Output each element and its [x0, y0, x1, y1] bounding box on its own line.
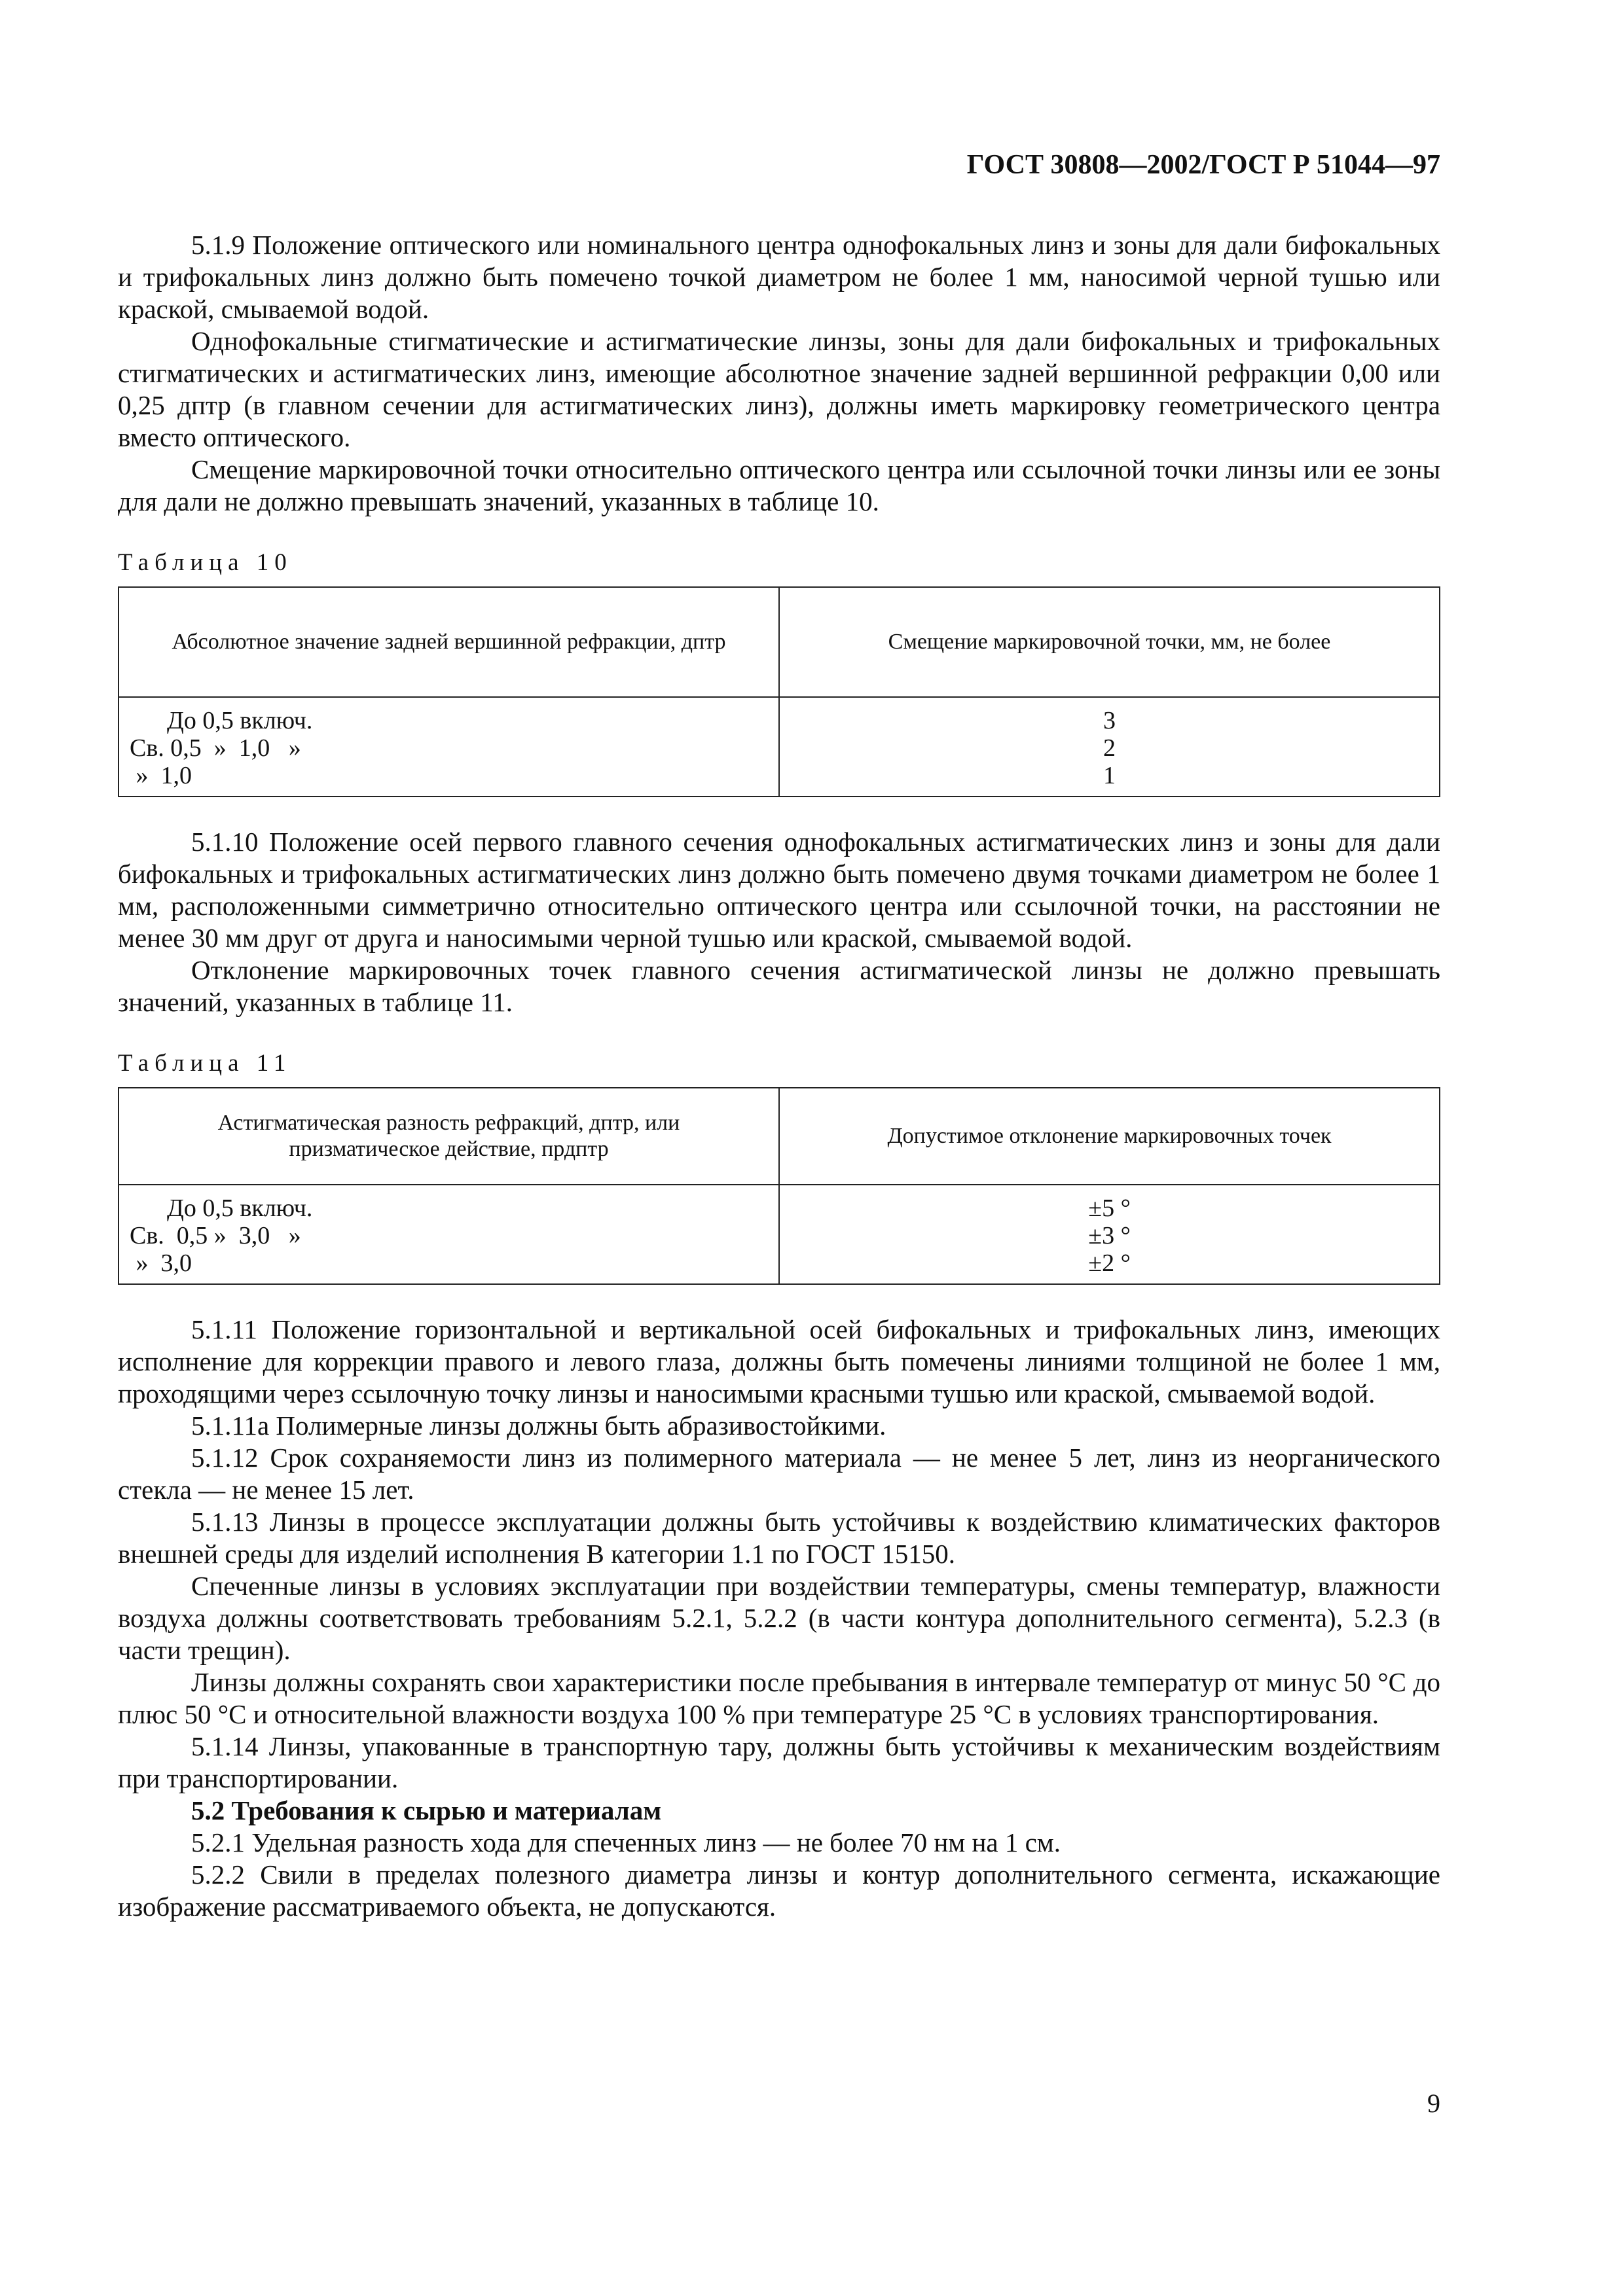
table-row [119, 697, 1440, 797]
document-body [118, 229, 1440, 1923]
paragraph-5-1-9: 5.1.9 Положение оптического или номинального центра однофокальных линз и зоны для дали бифокальных и трифокальных линз должно быть помечено точкой диаметром не более 1 мм, наносимой черной тушью или краской, смываемой водой. [118, 230, 1440, 324]
table-cell-line: До 0,5 включ. [130, 1194, 313, 1222]
paragraph-5-2-1: 5.2.1 Удельная разность хода для спеченных линз — не более 70 нм на 1 см. [191, 1827, 1061, 1857]
table-cell [779, 697, 1440, 797]
paragraph-5-1-11: 5.1.11 Положение горизонтальной и вертикальной осей бифокальных и трифокальных линз, имеющих исполнение для коррекции правого и левого глаза, должны быть помечены линиями толщиной не более 1 мм, проходящими через ссылочную точку линзы и наносимыми красными тушью или краской, смываемой водой. [118, 1314, 1440, 1408]
table-header-cell: Допустимое отклонение маркировочных точек [779, 1088, 1440, 1185]
table-header-cell: Астигматическая разность рефракций, дптр, или призматическое действие, прдптр [119, 1088, 779, 1185]
table-11-caption: Таблица 11 [118, 1050, 292, 1077]
table-cell-line: ±3 ° [1088, 1222, 1131, 1249]
paragraph: Линзы должны сохранять свои характеристики после пребывания в интервале температур от минус 50 °С до плюс 50 °С и относительной влажности воздуха 100 % при температуре 25 °С в условиях транспортирования. [118, 1667, 1440, 1729]
document-header: ГОСТ 30808—2002/ГОСТ Р 51044—97 [966, 150, 1440, 180]
table-cell-line: » 3,0 [130, 1249, 192, 1277]
paragraph-5-1-10: 5.1.10 Положение осей первого главного сечения однофокальных астигматических линз и зоны для дали бифокальных и трифокальных астигматических линз должно быть помечено двумя точками диаметром не более 1 мм, расположенными симметрично относительно оптического центра или ссылочной точки, на расстоянии не менее 30 мм друг от друга и наносимыми черной тушью или краской, смываемой водой. [118, 827, 1440, 953]
paragraph-5-1-11a: 5.1.11а Полимерные линзы должны быть абразивостойкими. [191, 1410, 886, 1441]
table-cell-line: Св. 0,5 » 3,0 » [130, 1222, 301, 1249]
table-cell-line: 1 [1103, 762, 1116, 789]
table-header-row [119, 1088, 1440, 1185]
table-cell-line: ±2 ° [1088, 1249, 1131, 1277]
table-11 [118, 1087, 1440, 1285]
table-10 [118, 586, 1440, 797]
table-header-cell: Смещение маркировочной точки, мм, не более [779, 587, 1440, 697]
table-header-cell: Абсолютное значение задней вершинной рефракции, дптр [119, 587, 779, 697]
table-cell-line: » 1,0 [130, 762, 192, 789]
table-cell-line: ±5 ° [1088, 1194, 1131, 1222]
section-heading: 5.2 Требования к сырью и материалам [191, 1795, 662, 1825]
paragraph: Отклонение маркировочных точек главного сечения астигматической линзы не должно превышать значений, указанных в таблице 11. [118, 955, 1440, 1017]
paragraph: Смещение маркировочной точки относительно оптического центра или ссылочной точки линзы или ее зоны для дали не должно превышать значений, указанных в таблице 10. [118, 454, 1440, 516]
paragraph-5-1-14: 5.1.14 Линзы, упакованные в транспортную тару, должны быть устойчивы к механическим воздействиям при транспортировании. [118, 1731, 1440, 1793]
table-cell [779, 1185, 1440, 1284]
table-cell-line: До 0,5 включ. [130, 707, 313, 734]
table-cell [119, 697, 779, 797]
page-number: 9 [1427, 2089, 1440, 2118]
table-cell-line: 2 [1103, 734, 1116, 762]
table-cell-line: 3 [1103, 707, 1116, 734]
table-10-caption: Таблица 10 [118, 549, 293, 576]
table-cell-line: Св. 0,5 » 1,0 » [130, 734, 301, 762]
table-header-row [119, 587, 1440, 697]
table-row [119, 1185, 1440, 1284]
paragraph: Однофокальные стигматические и астигматические линзы, зоны для дали бифокальных и трифокальных стигматических и астигматических линз, имеющие абсолютное значение задней вершинной рефракции 0,00 или 0,25 дптр (в главном сечении для астигматических линз), должны иметь маркировку геометрического центра вместо оптического. [118, 326, 1440, 452]
paragraph-5-2-2: 5.2.2 Свили в пределах полезного диаметра линзы и контур дополнительного сегмента, искажающие изображение рассматриваемого объекта, не допускаются. [118, 1859, 1440, 1922]
paragraph-5-1-13: 5.1.13 Линзы в процессе эксплуатации должны быть устойчивы к воздействию климатических факторов внешней среды для изделий исполнения В категории 1.1 по ГОСТ 15150. [118, 1507, 1440, 1569]
paragraph-5-1-12: 5.1.12 Срок сохраняемости линз из полимерного материала — не менее 5 лет, линз из неорганического стекла — не менее 15 лет. [118, 1443, 1440, 1505]
table-cell [119, 1185, 779, 1284]
paragraph: Спеченные линзы в условиях эксплуатации при воздействии температуры, смены температур, влажности воздуха должны соответствовать требованиям 5.2.1, 5.2.2 (в части контура дополнительного сегмента), 5.2.3 (в части трещин). [118, 1571, 1440, 1665]
